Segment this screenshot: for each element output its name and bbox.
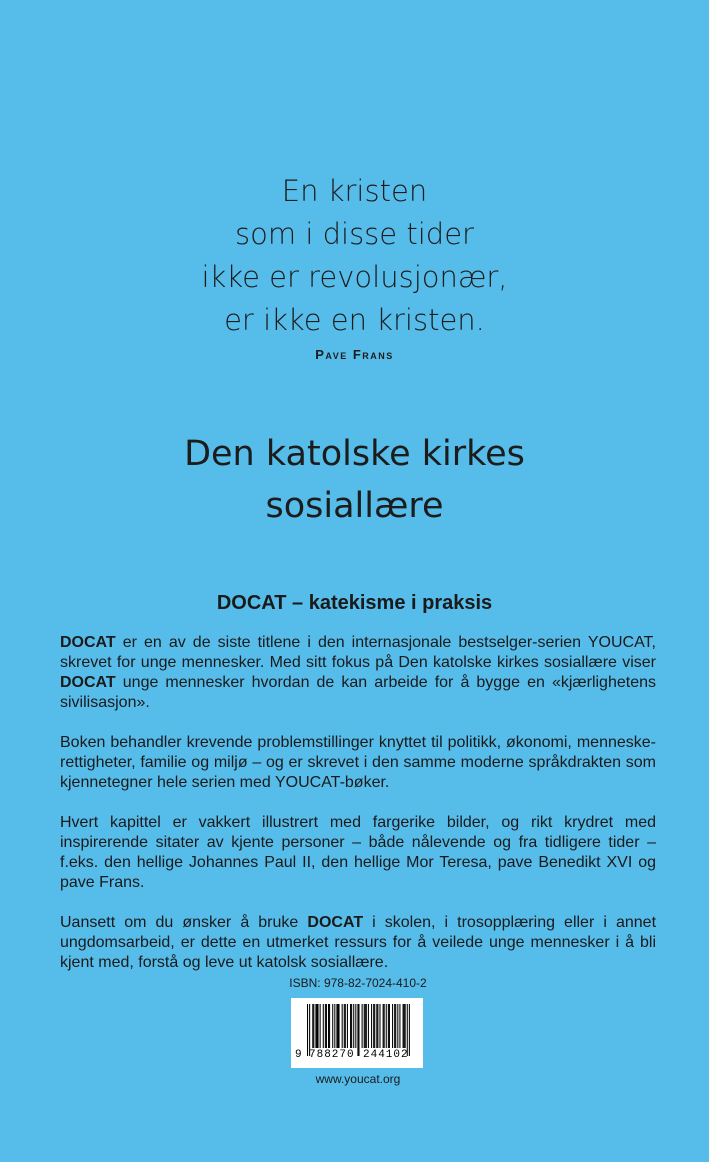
barcode-bar [364,1004,365,1048]
barcode-bar [326,1004,327,1048]
quote-attribution: Pave Frans [315,347,394,362]
barcode-bar [399,1004,400,1048]
barcode-bar [345,1004,346,1048]
barcode-bar [384,1004,385,1048]
isbn: ISBN: 978-82-7024-410-2 [289,976,427,990]
barcode-bar [339,1004,340,1048]
barcode-bar [371,1004,372,1048]
paragraph-4 [60,913,656,973]
quote-line-3: ikke er revolusjonær, [201,260,508,294]
barcode-bar [336,1004,337,1048]
book-title-line-1: Den katolske kirkes [184,434,525,474]
barcode-bar [307,1004,308,1056]
barcode-bar [397,1004,398,1048]
barcode-bar [377,1004,378,1048]
barcode-first-digit: 9 [295,1049,302,1061]
quote-line-1: En kristen [281,174,428,208]
barcode-bar [376,1004,377,1048]
barcode-bar [315,1004,316,1048]
barcode-bar [362,1004,363,1048]
barcode-bar [365,1004,366,1048]
barcode-bar [323,1004,324,1048]
barcode-bar [395,1004,396,1048]
barcode-bar [366,1004,367,1048]
barcode-bar [332,1004,333,1048]
barcode-right-digits: 244102 [363,1049,409,1061]
barcode-bar [316,1004,317,1048]
barcode-bar [357,1004,358,1056]
paragraph-1 [60,633,656,713]
barcode-bar [405,1004,406,1048]
barcode-bar [388,1004,389,1048]
book-title [0,428,709,532]
barcode-bar [353,1004,354,1048]
barcode-bar [389,1004,390,1048]
book-title-line-2: sosiallære [265,486,444,526]
barcode-bar [383,1004,384,1048]
barcode-bar [394,1004,395,1048]
description [60,633,656,993]
barcode-bar [386,1004,387,1048]
barcode-bar [355,1004,356,1048]
paragraph-4-text-b: i skolen, i trosopplæring eller i annet ungdomsarbeid, er dette en utmerket ressurs for å veilede unge mennesker i å bli kjent med, forstå og leve ut katolsk sosiallære. [60,914,657,971]
barcode-bar [342,1004,343,1048]
barcode-bar [337,1004,338,1048]
barcode-bar [334,1004,335,1048]
barcode-bar [358,1004,359,1056]
barcode-bar [409,1004,410,1056]
barcode-bar [312,1004,313,1048]
quote [0,170,709,342]
barcode-bar [328,1004,329,1048]
docat-name: DOCAT [60,634,116,651]
quote-line-2: som i disse tider [235,217,474,251]
docat-name: DOCAT [307,914,364,931]
barcode-bar [318,1004,319,1048]
docat-name: DOCAT [60,674,116,691]
barcode [291,998,423,1068]
paragraph-2: Boken behandler krevende problemstillinger knyttet til politikk, økonomi, menneskerettigheter, familie og miljø – og er skrevet i den samme moderne språkdrakten som kjennetegner hele serien med YOUCAT-bøker. [60,734,656,791]
barcode-bar [329,1004,330,1048]
quote-line-4: er ikke en kristen. [224,303,485,337]
barcode-bar [379,1004,380,1048]
barcode-bar [373,1004,374,1048]
barcode-bar [392,1004,393,1048]
barcode-bar [344,1004,345,1048]
barcode-bar [347,1004,348,1048]
barcode-bar [325,1004,326,1048]
paragraph-4-text-a: Uansett om du ønsker å bruke [60,914,308,931]
barcode-bar [351,1004,352,1048]
paragraph-1-text-a: er en av de siste titlene i den internasjonale bestselger-serien YOUCAT, skrevet for unge mennesker. Med sitt fokus på Den katolske kirkes sosiallære viser [60,634,656,671]
paragraph-1-text-b: unge mennesker hvordan de kan arbeide for å bygge en «kjærlighetens sivilisasjon». [60,674,656,711]
barcode-bar [350,1004,351,1048]
subheading: DOCAT – katekisme i praksis [216,592,493,614]
barcode-bar [320,1004,321,1048]
barcode-bar [403,1004,404,1048]
barcode-bar [374,1004,375,1048]
barcode-bar [368,1004,369,1048]
barcode-bar [313,1004,314,1048]
barcode-left-digits: 788270 [309,1049,355,1061]
website: www.youcat.org [315,1072,401,1086]
paragraph-3: Hvert kapittel er vakkert illustrert med fargerike bilder, og rikt krydret med inspirerende sitater av kjente personer – både nålevende og fra tidligere tider – f.eks. den hellige Johannes Paul II, den hellige Mor Teresa, pave Benedikt XVI og pave Frans. [60,814,656,891]
barcode-bar [404,1004,405,1048]
